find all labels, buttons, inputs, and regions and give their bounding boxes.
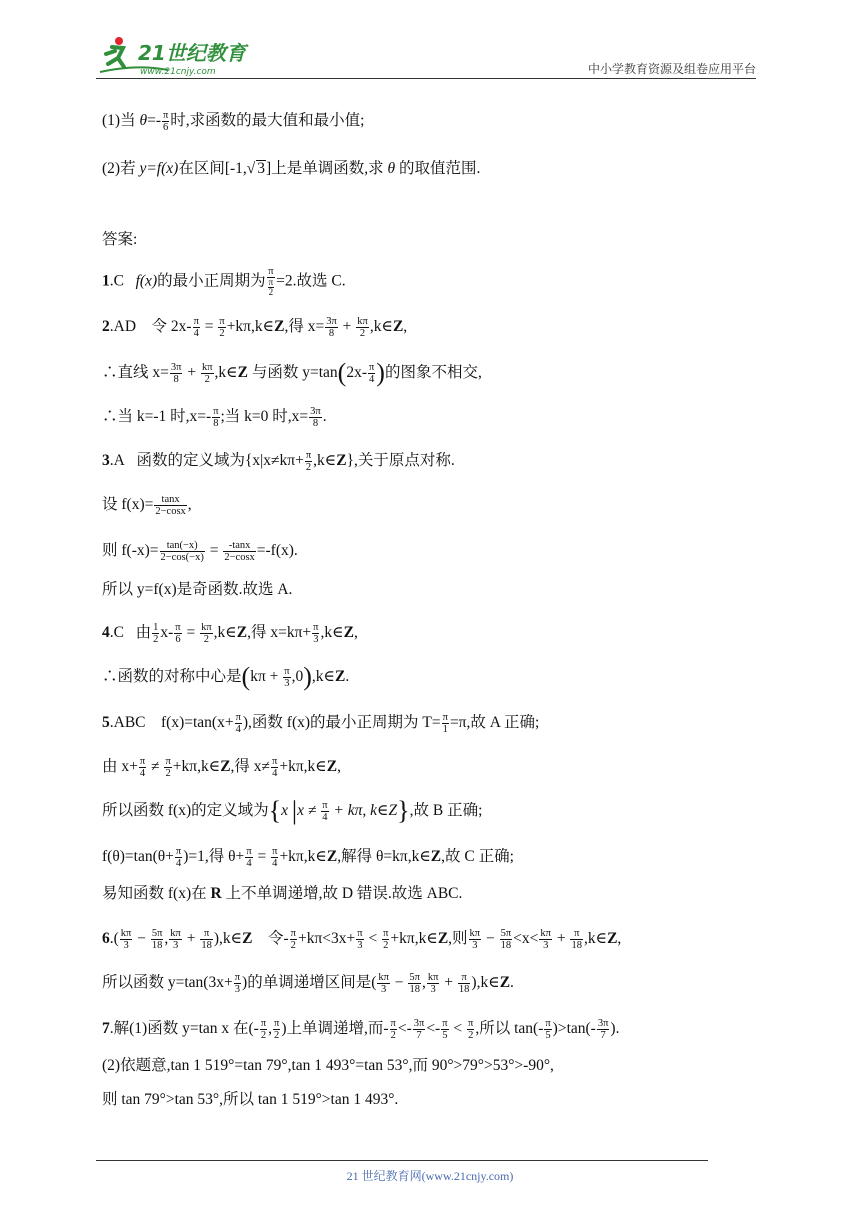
answer-6-line-1: 6.( $\frac{k\pi}{3}$ − $\frac{5\pi}{18}$ , $\frac{k\pi}{3}$ + $\frac{\pi}{18}$ ),k∈Z 令- $\frac{\pi}{2}$ +kπ<3x+ $\frac{\pi}{3}$ < $\frac{\pi}{2}$ +kπ,k∈Z,则 $\frac{k\pi}{3}$ − $\frac{5\pi}{18}$ <x< $\frac{k\pi}{3}$ + $\frac{\pi}{18}$ ,k∈Z, — [102, 928, 622, 952]
answer-3-line-3: 则 f(-x)= $\frac{\tan(-x)}{2-\cos(-x)}$ = $\frac{-\tan x}{2-\cos x}$ =-f(x). — [102, 540, 298, 564]
answers-label: 答案: — [102, 231, 138, 248]
answer-2-line-1: 2.AD 令 2x- $\frac{\pi}{4}$ = $\frac{\pi}{2}$ +kπ,k∈Z,得 x= $\frac{3\pi}{8}$ + $\frac{k\pi}{2}$ ,k∈Z, — [102, 316, 408, 340]
answer-7-line-3: 则 tan 79°>tan 53°,所以 tan 1 519°>tan 1 493°. — [102, 1091, 399, 1108]
header-divider — [96, 78, 756, 79]
answer-5-line-4: f(θ)=tan(θ+ $\frac{\pi}{4}$ )=1,得 θ+ $\frac{\pi}{4}$ = $\frac{\pi}{4}$ +kπ,k∈Z,解得 θ=kπ,k∈Z,故 C 正确; — [102, 846, 514, 870]
answer-5-line-5: 易知函数 f(x)在 R 上不单调递增,故 D 错误.故选 ABC. — [102, 885, 463, 902]
answer-3-line-4: 所以 y=f(x)是奇函数.故选 A. — [102, 581, 293, 598]
logo-url: www.21cnjy.com — [140, 67, 216, 77]
answer-3-line-2: 设 f(x)= $\frac{\tan x}{2-\cos x}$ , — [102, 494, 192, 518]
answer-7-line-2: (2)依题意,tan 1 519°=tan 79°,tan 1 493°=tan 53°,而 90°>79°>53°>-90°, — [102, 1057, 554, 1074]
platform-name: 中小学教育资源及组卷应用平台 — [587, 62, 756, 76]
question-part-1: (1)当 θ=- $\frac{\pi}{6}$ 时,求函数的最大值和最小值; — [102, 110, 365, 134]
answer-2-line-2: ∴直线 x= $\frac{3\pi}{8}$ + $\frac{k\pi}{2}$ ,k∈Z 与函数 y=tan(2x- $\frac{\pi}{4}$ )的图象不相交, — [102, 358, 482, 388]
footer-link[interactable]: 21 世纪教育网(www.21cnjy.com) — [346, 1169, 514, 1183]
answer-5-line-1: 5.ABC f(x)=tan(x+ $\frac{\pi}{4}$ ),函数 f(x)的最小正周期为 T= $\frac{\pi}{1}$ =π,故 A 正确; — [102, 712, 540, 736]
answer-5-line-2: 由 x+ $\frac{\pi}{4}$ ≠ $\frac{\pi}{2}$ +kπ,k∈Z,得 x≠ $\frac{\pi}{4}$ +kπ,k∈Z, — [102, 756, 341, 780]
answer-4-line-2: ∴函数的对称中心是(kπ + $\frac{\pi}{3}$ ,0),k∈Z. — [102, 662, 350, 692]
footer-divider — [96, 1160, 708, 1161]
answer-2-line-3: ∴当 k=-1 时,x=- $\frac{\pi}{8}$ ;当 k=0 时,x= $\frac{3\pi}{8}$ . — [102, 406, 327, 430]
runner-icon-head — [115, 37, 123, 45]
logo-text: 21世纪教育 — [138, 41, 246, 65]
answer-1: 1.C f(x)的最小正周期为 $\frac{\pi}{\frac{\pi}{2}}$ =2.故选 C. — [102, 266, 346, 298]
answer-3-line-1: 3.A 函数的定义域为{x|x≠kπ+ $\frac{\pi}{2}$ ,k∈Z},关于原点对称. — [102, 450, 455, 474]
site-logo — [96, 34, 266, 78]
answer-5-line-3: 所以函数 f(x)的定义域为{x |x ≠ $\frac{\pi}{4}$ + kπ, k∈Z},故 B 正确; — [102, 796, 483, 826]
runner-icon — [106, 47, 124, 67]
answer-7-line-1: 7.解(1)函数 y=tan x 在(- $\frac{\pi}{2}$ , $\frac{\pi}{2}$ )上单调递增,而- $\frac{\pi}{2}$ <- $\frac{3\pi}{7}$ <- $\frac{\pi}{5}$ < $\frac{\pi}{2}$ ,所以 tan(- $\frac{\pi}{5}$ )>tan(- $\frac{3\pi}{7}$ ). — [102, 1018, 620, 1042]
answer-4-line-1: 4.C 由 $\frac{1}{2}$ x- $\frac{\pi}{6}$ = $\frac{k\pi}{2}$ ,k∈Z,得 x=kπ+ $\frac{\pi}{3}$ ,k∈Z, — [102, 622, 358, 646]
answer-6-line-2: 所以函数 y=tan(3x+ $\frac{\pi}{3}$ )的单调递增区间是( $\frac{k\pi}{3}$ − $\frac{5\pi}{18}$ , $\frac{k\pi}{3}$ + $\frac{\pi}{18}$ ),k∈Z. — [102, 972, 514, 996]
question-part-2: (2)若 y=f(x)在区间[-1,√ 3]上是单调函数,求 θ 的取值范围. — [102, 160, 481, 177]
